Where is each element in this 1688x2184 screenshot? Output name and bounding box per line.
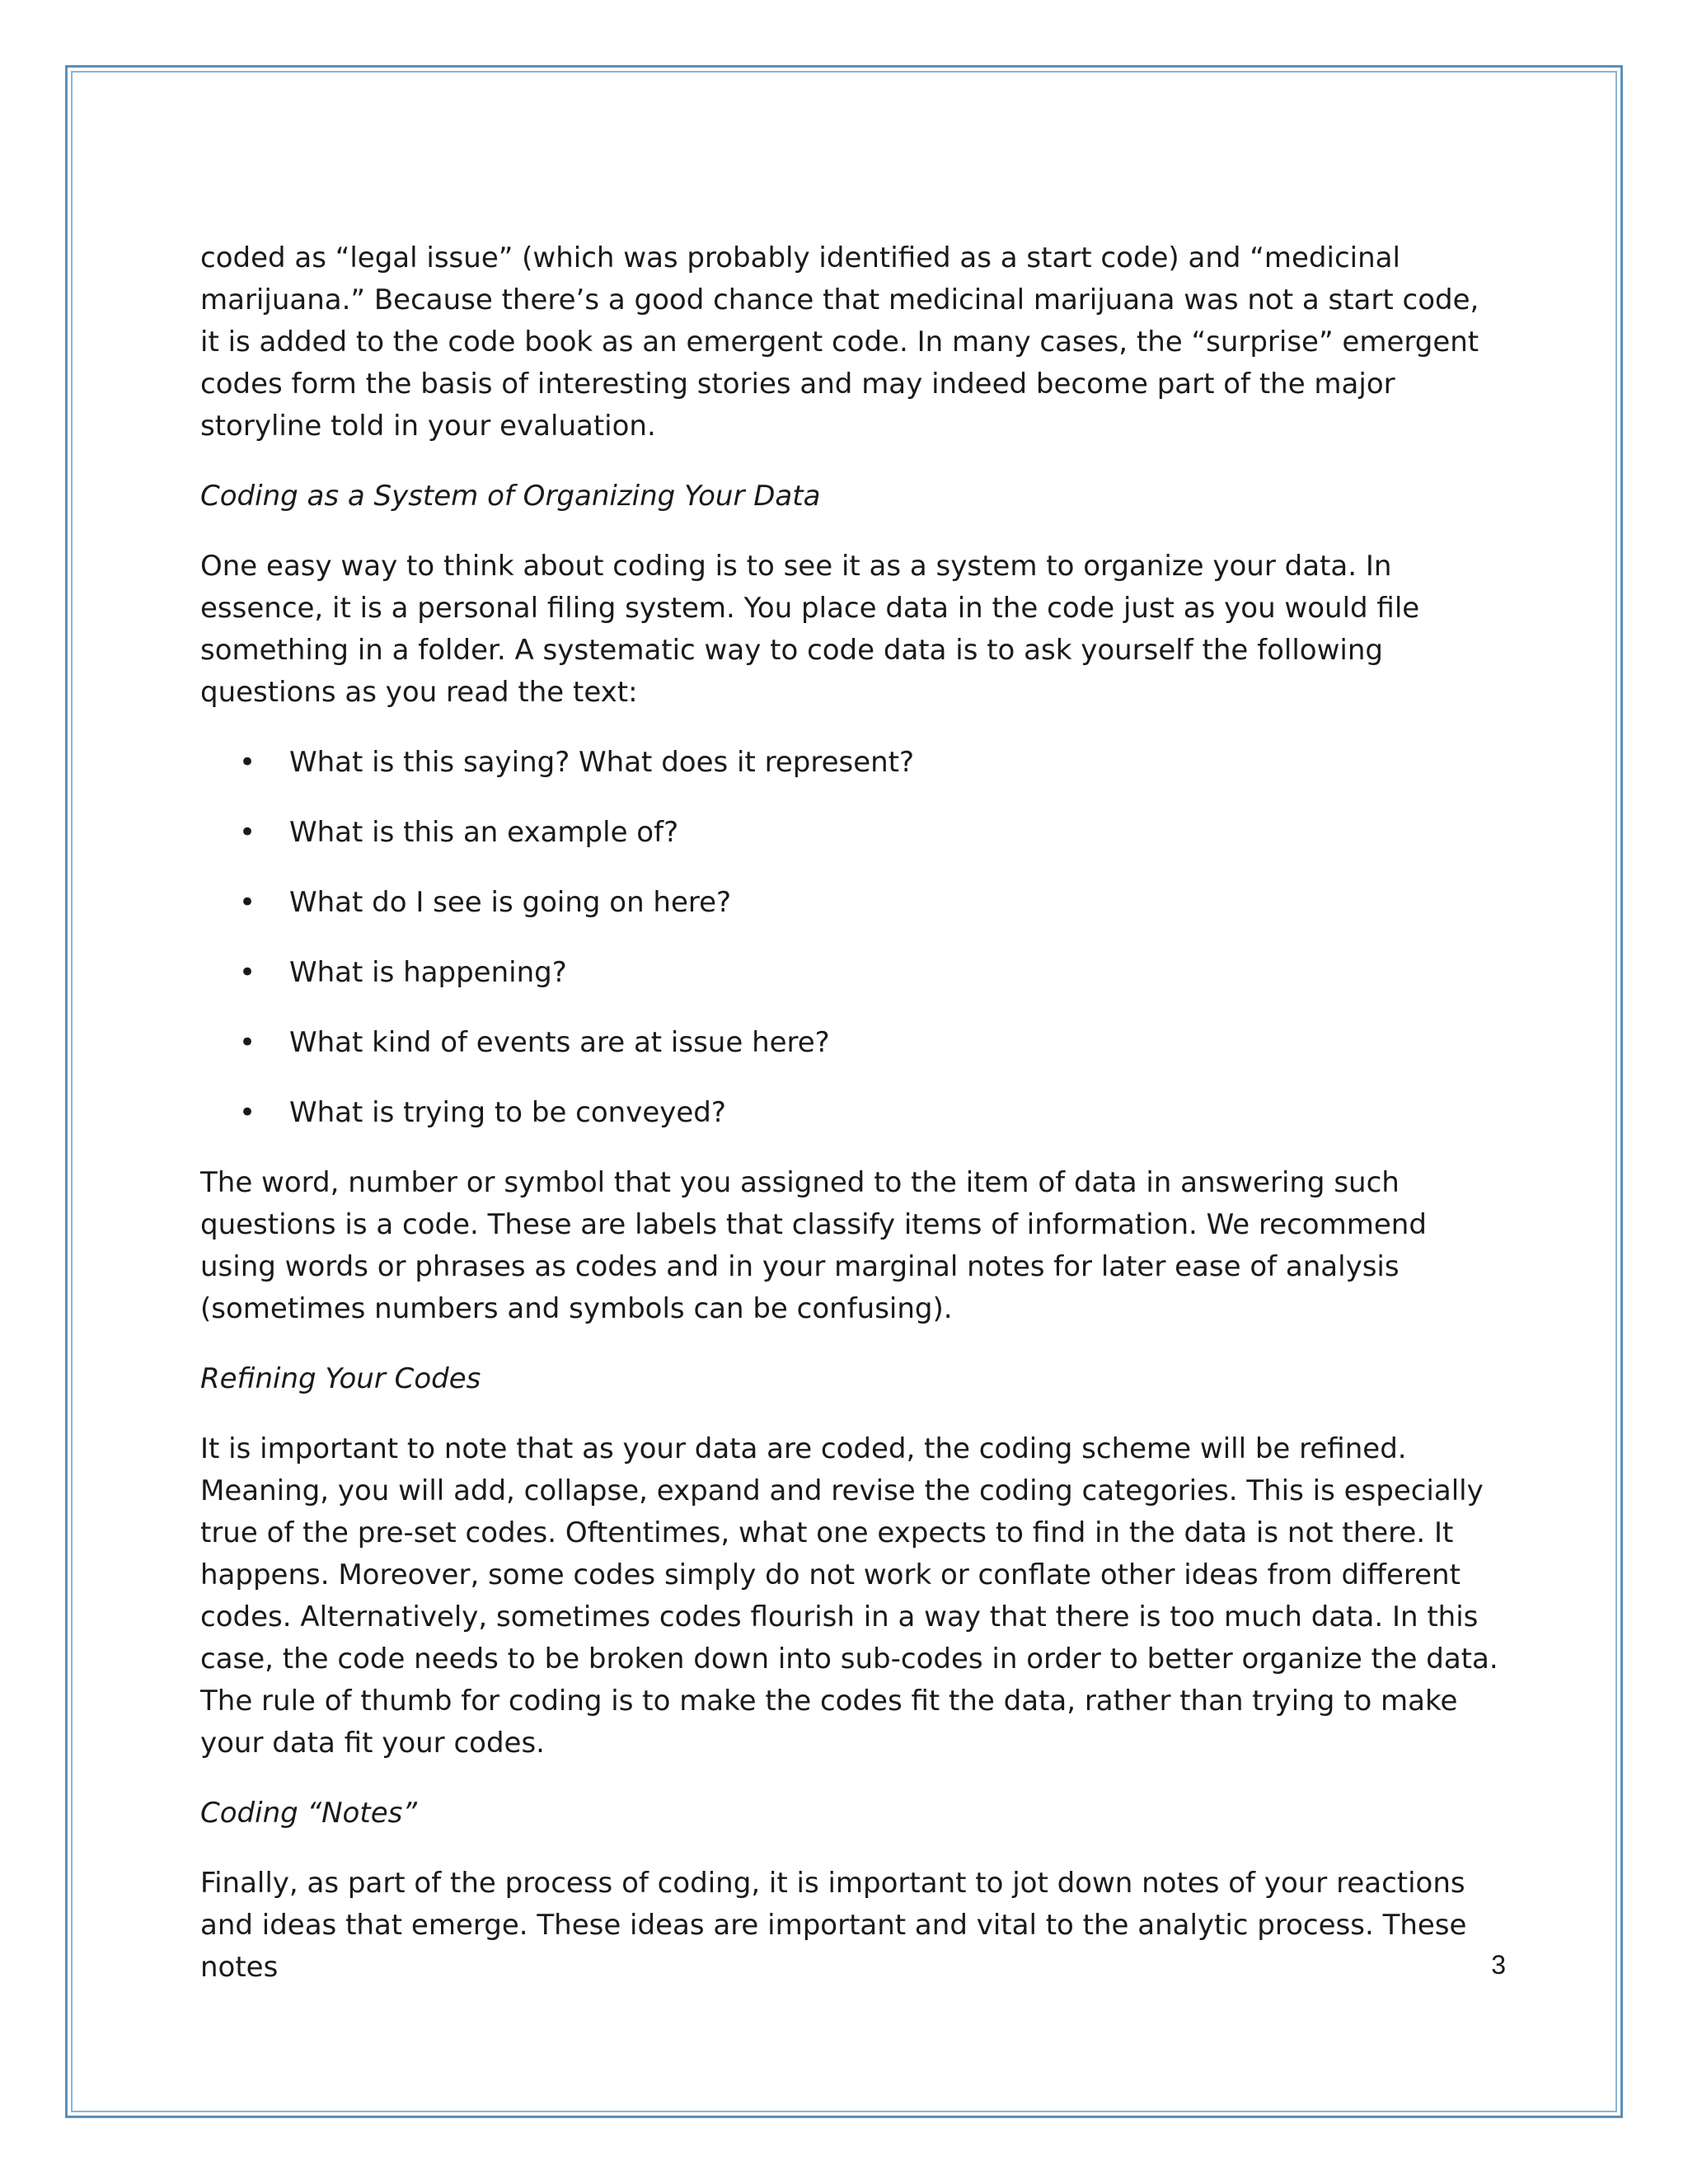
question-text: What is happening? xyxy=(289,956,567,989)
paragraph-notes: Finally, as part of the process of coding, it is important to jot down notes of your reactions and ideas that emerge. These ideas are important and vital to the analytic process. These notes xyxy=(200,1867,1467,1984)
list-item xyxy=(200,952,1503,994)
page-number: 3 xyxy=(1491,1950,1506,1980)
question-text: What is this saying? What does it represent? xyxy=(289,746,915,779)
question-text: What do I see is going on here? xyxy=(289,886,732,919)
list-item xyxy=(200,812,1503,854)
bullet-icon: • xyxy=(239,956,256,989)
question-list xyxy=(200,742,1503,1134)
paragraph-code-definition: The word, number or symbol that you assigned to the item of data in answering such questions is a code. These are labels that classify items of information. We recommend using words or phrases as codes and in your marginal notes for later ease of analysis (sometimes numbers and symbols can be confusing). xyxy=(200,1166,1427,1325)
paragraph-continuation: coded as “legal issue” (which was probably identified as a start code) and “medicinal marijuana.” Because there’s a good chance that medicinal marijuana was not a start code, it is added to the code book as an emergent code. In many cases, the “surprise” emergent codes form the basis of interesting stories and may indeed become part of the major storyline told in your evaluation. xyxy=(200,241,1479,443)
paragraph-refining: It is important to note that as your data are coded, the coding scheme will be refined. Meaning, you will add, collapse, expand and revise the coding categories. This is especially true of the pre-set codes. Oftentimes, what one expects to find in the data is not there. It happens. Moreover, some codes simply do not work or conflate other ideas from different codes. Alternatively, sometimes codes flourish in a way that there is too much data. In this case, the code needs to be broken down into sub-codes in order to better organize the data. The rule of thumb for coding is to make the codes fit the data, rather than trying to make your data fit your codes. xyxy=(200,1432,1498,1760)
section-heading-notes: Coding “Notes” xyxy=(200,1797,417,1830)
list-item xyxy=(200,1092,1503,1134)
list-item xyxy=(200,1022,1503,1064)
question-text: What kind of events are at issue here? xyxy=(289,1026,830,1059)
paragraph-organizing-intro: One easy way to think about coding is to see it as a system to organize your data. In essence, it is a personal filing system. You place data in the code just as you would file something in a folder. A systematic way to code data is to ask yourself the following questions as you read the text: xyxy=(200,550,1420,709)
question-text: What is trying to be conveyed? xyxy=(289,1096,726,1129)
bullet-icon: • xyxy=(239,816,256,849)
list-item xyxy=(200,882,1503,924)
page-content xyxy=(200,237,1503,2017)
list-item xyxy=(200,742,1503,784)
bullet-icon: • xyxy=(239,1026,256,1059)
section-heading-refining: Refining Your Codes xyxy=(200,1362,481,1395)
bullet-icon: • xyxy=(239,886,256,919)
question-text: What is this an example of? xyxy=(289,816,679,849)
bullet-icon: • xyxy=(239,1096,256,1129)
section-heading-organizing: Coding as a System of Organizing Your Data xyxy=(200,480,821,513)
bullet-icon: • xyxy=(239,746,256,779)
